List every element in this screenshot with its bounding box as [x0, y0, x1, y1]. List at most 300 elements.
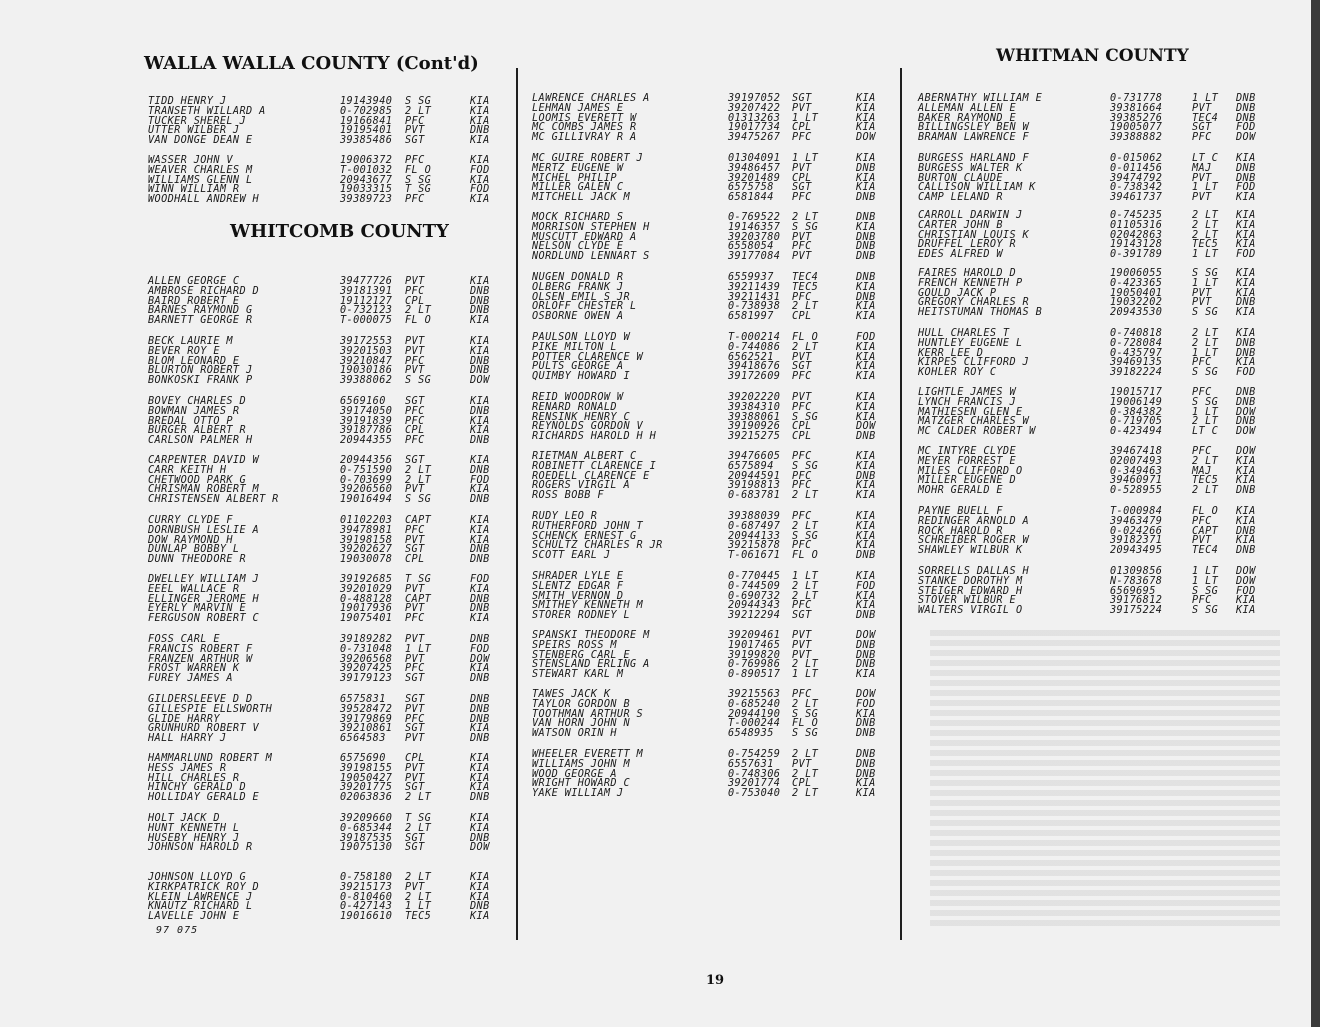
- soldier-name: KLEIN LAWRENCE J: [148, 891, 253, 903]
- serial-number: 39211431: [728, 291, 781, 303]
- serial-number: 20944190: [728, 708, 781, 720]
- status-code: FOD: [856, 332, 876, 343]
- rank: TEC4: [1192, 112, 1219, 124]
- status-code: KIA: [856, 460, 876, 472]
- status-code: KIA: [856, 371, 876, 383]
- serial-number: 39175224: [1110, 605, 1163, 617]
- rank: 2 LT: [405, 891, 432, 903]
- status-code: DNB: [856, 758, 876, 770]
- status-code: KIA: [856, 490, 876, 502]
- status-code: DNB: [470, 435, 490, 447]
- soldier-name: BAIRD ROBERT E: [148, 295, 240, 307]
- status-code: DNB: [856, 231, 876, 243]
- rank: S SG: [1192, 396, 1219, 408]
- status-code: DNB: [470, 694, 490, 705]
- soldier-name: PAULSON LLOYD W: [532, 332, 631, 343]
- status-code: DNB: [856, 610, 876, 622]
- status-code: DNB: [1236, 162, 1256, 174]
- status-code: KIA: [856, 281, 876, 293]
- soldier-name: WILLIAMS JOHN M: [532, 758, 631, 770]
- serial-number: 0-732123: [340, 305, 393, 317]
- status-code: KIA: [1236, 239, 1256, 251]
- soldier-name: ABERNATHY WILLIAM E: [918, 93, 1043, 104]
- status-code: DNB: [856, 768, 876, 780]
- soldier-name: EEEL WALLACE R: [148, 583, 240, 595]
- status-code: KIA: [470, 813, 490, 824]
- soldier-name: MC GILLIVRAY R A: [532, 132, 637, 144]
- serial-number: 6559937: [728, 272, 774, 283]
- rank: PFC: [1192, 515, 1212, 527]
- rank: SGT: [405, 723, 425, 735]
- serial-number: 39202627: [340, 544, 393, 556]
- serial-number: 0-435797: [1110, 347, 1163, 359]
- status-code: KIA: [1236, 357, 1256, 369]
- serial-number: 20944343: [728, 600, 781, 612]
- serial-number: 0-738938: [728, 301, 781, 313]
- status-code: KIA: [470, 613, 490, 625]
- soldier-name: HULL CHARLES T: [918, 328, 1010, 339]
- soldier-name: TAWES JACK K: [532, 689, 611, 700]
- status-code: DNB: [856, 639, 876, 651]
- rank: PVT: [405, 336, 425, 347]
- serial-number: 0-528955: [1110, 485, 1163, 497]
- soldier-name: MC CALDER ROBERT W: [918, 426, 1036, 438]
- rank: PVT: [405, 733, 425, 745]
- status-code: KIA: [856, 708, 876, 720]
- soldier-name: TOOTHMAN ARTHUR S: [532, 708, 644, 720]
- soldier-name: TUCKER SHEREL J: [148, 115, 247, 127]
- soldier-name: NUGEN DONALD R: [532, 272, 624, 283]
- soldier-name: WASSER JOHN V: [148, 155, 233, 166]
- rank: 2 LT: [1192, 219, 1219, 231]
- rank: S SG: [405, 96, 432, 107]
- soldier-name: WINN WILLIAM R: [148, 184, 240, 196]
- rank: PFC: [405, 285, 425, 297]
- status-code: KIA: [1236, 192, 1256, 204]
- soldier-name: PULTS GEORGE A: [532, 361, 624, 373]
- serial-number: 19050427: [340, 772, 393, 784]
- soldier-name: VAN HORN JOHN N: [532, 718, 631, 730]
- status-code: FOD: [856, 698, 876, 710]
- status-code: DNB: [1236, 416, 1256, 428]
- soldier-name: WATSON ORIN H: [532, 728, 617, 740]
- serial-number: 39201774: [728, 778, 781, 790]
- serial-number: 39197052: [728, 93, 781, 104]
- serial-number: 0-770445: [728, 571, 781, 582]
- rank: 2 LT: [792, 301, 819, 313]
- serial-number: 20944133: [728, 530, 781, 542]
- serial-number: 39182224: [1110, 367, 1163, 379]
- serial-number: 0-769522: [728, 212, 781, 223]
- rank: S SG: [792, 728, 819, 740]
- status-code: KIA: [470, 315, 490, 327]
- serial-number: 20944356: [340, 455, 393, 466]
- serial-number: 39463479: [1110, 515, 1163, 527]
- soldier-name: SPEIRS ROSS M: [532, 639, 617, 651]
- soldier-name: ALLEN GEORGE C: [148, 276, 240, 287]
- status-code: DNB: [856, 291, 876, 303]
- status-code: KIA: [470, 534, 490, 546]
- status-code: FOD: [1236, 182, 1256, 194]
- rank: PFC: [1192, 357, 1212, 369]
- serial-number: 0-890517: [728, 669, 781, 681]
- rank: FL O: [792, 550, 819, 562]
- rank: PVT: [405, 703, 425, 715]
- soldier-name: MC INTYRE CLYDE: [918, 446, 1017, 457]
- serial-number: 0-687497: [728, 520, 781, 532]
- rank: FL O: [405, 315, 432, 327]
- rank: PFC: [405, 713, 425, 725]
- soldier-name: TIDD HENRY J: [148, 96, 227, 107]
- soldier-name: WOOD GEORGE A: [532, 768, 617, 780]
- soldier-name: CHRISTENSEN ALBERT R: [148, 494, 279, 506]
- soldier-name: LAVELLE JOHN E: [148, 911, 240, 923]
- soldier-name: BOVEY CHARLES D: [148, 396, 247, 407]
- rank: 1 LT: [792, 669, 819, 681]
- soldier-name: RIETMAN ALBERT C: [532, 451, 637, 462]
- soldier-name: HOLLIDAY GERALD E: [148, 792, 260, 804]
- rank: S SG: [405, 494, 432, 506]
- serial-number: 6581997: [728, 311, 774, 323]
- status-code: DNB: [1236, 102, 1256, 114]
- soldier-name: MUSCUTT EDWARD A: [532, 231, 637, 243]
- rank: MAJ: [1192, 162, 1212, 174]
- rank: PFC: [792, 371, 812, 383]
- rank: 2 LT: [1192, 229, 1219, 241]
- status-code: DNB: [470, 673, 490, 685]
- serial-number: 39388882: [1110, 132, 1163, 144]
- rank: TEC5: [792, 281, 819, 293]
- status-code: DNB: [856, 749, 876, 760]
- serial-number: 19006149: [1110, 396, 1163, 408]
- status-code: KIA: [470, 484, 490, 496]
- serial-number: 02007493: [1110, 455, 1163, 467]
- soldier-name: MORRISON STEPHEN H: [532, 221, 650, 233]
- serial-number: 0-769986: [728, 659, 781, 671]
- rank: 2 LT: [792, 212, 819, 223]
- serial-number: 01304091: [728, 153, 781, 164]
- serial-number: 6569160: [340, 396, 386, 407]
- rank: S SG: [792, 708, 819, 720]
- soldier-name: LYNCH FRANCIS J: [918, 396, 1017, 408]
- status-code: KIA: [856, 520, 876, 532]
- soldier-name: JOHNSON HAROLD R: [148, 842, 253, 854]
- status-code: KIA: [470, 174, 490, 186]
- soldier-name: FROST WARREN K: [148, 663, 240, 675]
- status-code: KIA: [856, 361, 876, 373]
- soldier-name: POTTER CLARENCE W: [532, 351, 644, 363]
- soldier-name: HALL HARRY J: [148, 733, 227, 745]
- serial-number: 20943495: [1110, 545, 1163, 557]
- serial-number: 39189282: [340, 634, 393, 645]
- soldier-name: ROEDELL CLARENCE E: [532, 470, 650, 482]
- rank: S SG: [405, 174, 432, 186]
- soldier-name: BECK LAURIE M: [148, 336, 233, 347]
- status-code: KIA: [856, 102, 876, 114]
- rank: PFC: [792, 291, 812, 303]
- rank: 1 LT: [1192, 566, 1219, 577]
- serial-number: 39486457: [728, 162, 781, 174]
- soldier-name: BAKER RAYMOND E: [918, 112, 1017, 124]
- rank: PVT: [405, 365, 425, 377]
- rank: S SG: [792, 530, 819, 542]
- serial-number: 39207422: [728, 102, 781, 114]
- rank: PVT: [1192, 297, 1212, 309]
- rank: 2 LT: [792, 590, 819, 602]
- serial-number: 0-423494: [1110, 426, 1163, 438]
- serial-number: 39172609: [728, 371, 781, 383]
- rank: 1 LT: [792, 153, 819, 164]
- soldier-name: GILDERSLEEVE D D: [148, 694, 253, 705]
- soldier-name: FOSS CARL E: [148, 634, 220, 645]
- rank: PVT: [405, 276, 425, 287]
- soldier-name: RUTHERFORD JOHN T: [532, 520, 644, 532]
- soldier-name: SCHULTZ CHARLES R JR: [532, 540, 663, 552]
- status-code: DNB: [1236, 545, 1256, 557]
- serial-number: 0-427143: [340, 901, 393, 913]
- soldier-name: CARTER JOHN B: [918, 219, 1003, 231]
- status-code: DNB: [470, 792, 490, 804]
- status-code: KIA: [470, 911, 490, 923]
- soldier-name: BILLINGSLEY BEN W: [918, 122, 1030, 134]
- serial-number: 0-754259: [728, 749, 781, 760]
- serial-number: 0-748306: [728, 768, 781, 780]
- soldier-name: DRUFFEL LEROY R: [918, 239, 1017, 251]
- rank: PFC: [792, 132, 812, 144]
- serial-number: 39388061: [728, 411, 781, 423]
- rank: SGT: [405, 842, 425, 854]
- serial-number: 39388039: [728, 511, 781, 522]
- status-code: FOD: [470, 184, 490, 196]
- soldier-name: WHEELER EVERETT M: [532, 749, 644, 760]
- status-code: DOW: [1236, 132, 1256, 144]
- rank: PVT: [1192, 535, 1212, 547]
- status-code: DNB: [1236, 347, 1256, 359]
- rank: 2 LT: [1192, 210, 1219, 221]
- rank: 2 LT: [1192, 337, 1219, 349]
- status-code: DNB: [1236, 396, 1256, 408]
- rank: 2 LT: [405, 305, 432, 317]
- status-code: KIA: [856, 351, 876, 363]
- soldier-name: CARPENTER DAVID W: [148, 455, 260, 466]
- serial-number: 6575831: [340, 694, 386, 705]
- serial-number: 39210847: [340, 355, 393, 367]
- serial-number: 39385486: [340, 135, 393, 147]
- status-code: KIA: [1236, 515, 1256, 527]
- serial-number: 0-738342: [1110, 182, 1163, 194]
- serial-number: 19006372: [340, 155, 393, 166]
- rank: PFC: [1192, 132, 1212, 144]
- status-code: FOD: [856, 580, 876, 592]
- soldier-name: GREGORY CHARLES R: [918, 297, 1030, 309]
- rank: 2 LT: [792, 749, 819, 760]
- status-code: DNB: [470, 405, 490, 417]
- soldier-name: QUIMBY HOWARD I: [532, 371, 631, 383]
- rank: PFC: [792, 480, 812, 492]
- soldier-name: OLBERG FRANK J: [532, 281, 624, 293]
- soldier-name: GOULD JACK P: [918, 287, 997, 299]
- rank: PVT: [792, 102, 812, 114]
- rank: TEC4: [1192, 545, 1219, 557]
- status-code: DOW: [1236, 566, 1256, 577]
- serial-number: 39201775: [340, 782, 393, 794]
- soldier-name: CHRISTIAN LOUIS K: [918, 229, 1030, 241]
- serial-number: 39202220: [728, 392, 781, 403]
- soldier-name: DUNN THEODORE R: [148, 554, 247, 566]
- soldier-name: STOVER WILBUR E: [918, 595, 1017, 607]
- status-code: FOD: [1236, 367, 1256, 379]
- status-code: DNB: [470, 125, 490, 137]
- soldier-name: MICHEL PHILIP: [532, 172, 617, 184]
- soldier-name: HUSEBY HENRY J: [148, 832, 240, 844]
- status-code: DNB: [1236, 297, 1256, 309]
- serial-number: 39187535: [340, 832, 393, 844]
- soldier-name: STEIGER EDWARD H: [918, 585, 1023, 597]
- status-code: KIA: [470, 762, 490, 774]
- rank: 1 LT: [1192, 182, 1219, 194]
- status-code: DOW: [470, 842, 490, 854]
- serial-number: 39212294: [728, 610, 781, 622]
- status-code: DNB: [470, 365, 490, 377]
- soldier-name: SCOTT EARL J: [532, 550, 611, 562]
- rank: FL O: [792, 718, 819, 730]
- serial-number: 19032202: [1110, 297, 1163, 309]
- rank: PFC: [792, 241, 812, 253]
- rank: 2 LT: [405, 872, 432, 883]
- status-code: FOD: [1236, 122, 1256, 134]
- status-code: KIA: [1236, 595, 1256, 607]
- soldier-name: DUNLAP BOBBY L: [148, 544, 240, 556]
- status-code: KIA: [1236, 287, 1256, 299]
- status-code: DNB: [470, 464, 490, 476]
- status-code: KIA: [470, 105, 490, 117]
- rank: 1 LT: [405, 643, 432, 655]
- soldier-name: CARROLL DARWIN J: [918, 210, 1023, 221]
- soldier-name: SCHREIBER ROGER W: [918, 535, 1030, 547]
- rank: PVT: [405, 634, 425, 645]
- rank: 1 LT: [1192, 406, 1219, 418]
- serial-number: 0-758180: [340, 872, 393, 883]
- soldier-name: HILL CHARLES R: [148, 772, 240, 784]
- soldier-name: ALLEMAN ALLEN E: [918, 102, 1017, 114]
- status-code: DNB: [856, 659, 876, 671]
- status-code: KIA: [856, 122, 876, 134]
- rank: PVT: [792, 630, 812, 641]
- status-code: FOD: [470, 643, 490, 655]
- soldier-name: KIRPES CLIFFORD J: [918, 357, 1030, 369]
- status-code: DNB: [856, 649, 876, 661]
- rank: PFC: [1192, 387, 1212, 398]
- status-code: DNB: [470, 554, 490, 566]
- soldier-name: ROGERS VIRGIL A: [532, 480, 631, 492]
- soldier-name: AMBROSE RICHARD D: [148, 285, 260, 297]
- serial-number: 39210861: [340, 723, 393, 735]
- serial-number: 19033315: [340, 184, 393, 196]
- status-code: DOW: [470, 653, 490, 665]
- status-code: KIA: [856, 301, 876, 313]
- rank: PFC: [792, 689, 812, 700]
- soldier-name: STORER RODNEY L: [532, 610, 631, 622]
- soldier-name: CHETWOOD PARK G: [148, 474, 247, 486]
- status-code: DNB: [470, 544, 490, 556]
- status-code: KIA: [1236, 328, 1256, 339]
- serial-number: 39384310: [728, 401, 781, 413]
- rank: CPL: [405, 425, 425, 437]
- rank: T SG: [405, 184, 432, 196]
- status-code: KIA: [856, 411, 876, 423]
- soldier-name: ROBINETT CLARENCE I: [532, 460, 657, 472]
- serial-number: 0-740818: [1110, 328, 1163, 339]
- soldier-name: DORNBUSH LESLIE A: [148, 524, 260, 536]
- soldier-name: MC COMBS JAMES R: [532, 122, 637, 134]
- serial-number: 39478981: [340, 524, 393, 536]
- status-code: DOW: [856, 689, 876, 700]
- rank: PVT: [792, 649, 812, 661]
- soldier-name: BLURTON ROBERT J: [148, 365, 253, 377]
- status-code: DNB: [856, 718, 876, 730]
- soldier-name: HAMMARLUND ROBERT M: [148, 753, 273, 764]
- status-code: DNB: [856, 162, 876, 174]
- soldier-name: HINCHY GERALD D: [148, 782, 247, 794]
- serial-number: 39528472: [340, 703, 393, 715]
- status-code: KIA: [1236, 465, 1256, 477]
- rank: CPL: [792, 172, 812, 184]
- soldier-name: SLENTZ EDGAR F: [532, 580, 624, 592]
- soldier-name: STANKE DOROTHY M: [918, 575, 1023, 587]
- soldier-name: EDES ALFRED W: [918, 249, 1003, 261]
- rank: CPL: [405, 554, 425, 566]
- serial-number: 0-702985: [340, 105, 393, 117]
- rank: S SG: [792, 221, 819, 233]
- rank: 2 LT: [792, 341, 819, 353]
- soldier-name: SORRELLS DALLAS H: [918, 566, 1030, 577]
- rank: 1 LT: [792, 571, 819, 582]
- rank: SGT: [405, 455, 425, 466]
- soldier-name: MATHIESEN GLEN E: [918, 406, 1023, 418]
- rank: PVT: [405, 534, 425, 546]
- rank: SGT: [405, 396, 425, 407]
- serial-number: T-000244: [728, 718, 781, 730]
- soldier-name: RENARD RONALD: [532, 401, 617, 413]
- serial-number: 39187786: [340, 425, 393, 437]
- status-code: DNB: [856, 550, 876, 562]
- serial-number: 0-015062: [1110, 153, 1163, 164]
- serial-number: 39198158: [340, 534, 393, 546]
- serial-number: 39198155: [340, 762, 393, 774]
- serial-number: 39206560: [340, 484, 393, 496]
- serial-number: 39176812: [1110, 595, 1163, 607]
- serial-number: 39215275: [728, 431, 781, 443]
- soldier-name: GLIDE HARRY: [148, 713, 220, 725]
- rank: CPL: [792, 122, 812, 134]
- soldier-name: OLSEN EMIL S JR: [532, 291, 631, 303]
- serial-number: 39381664: [1110, 102, 1163, 114]
- rank: 2 LT: [792, 580, 819, 592]
- county-title-whitman: WHITMAN COUNTY: [996, 46, 1189, 66]
- soldier-name: HEITSTUMAN THOMAS B: [918, 307, 1043, 319]
- serial-number: 0-731048: [340, 643, 393, 655]
- rank: PFC: [792, 192, 812, 204]
- rank: SGT: [405, 832, 425, 844]
- serial-number: 39190926: [728, 421, 781, 433]
- serial-number: 19146357: [728, 221, 781, 233]
- soldier-name: UTTER WILBER J: [148, 125, 240, 137]
- rank: PVT: [405, 583, 425, 595]
- serial-number: 39460971: [1110, 475, 1163, 487]
- status-code: KIA: [856, 401, 876, 413]
- serial-number: 0-690732: [728, 590, 781, 602]
- soldier-name: MERTZ EUGENE W: [532, 162, 624, 174]
